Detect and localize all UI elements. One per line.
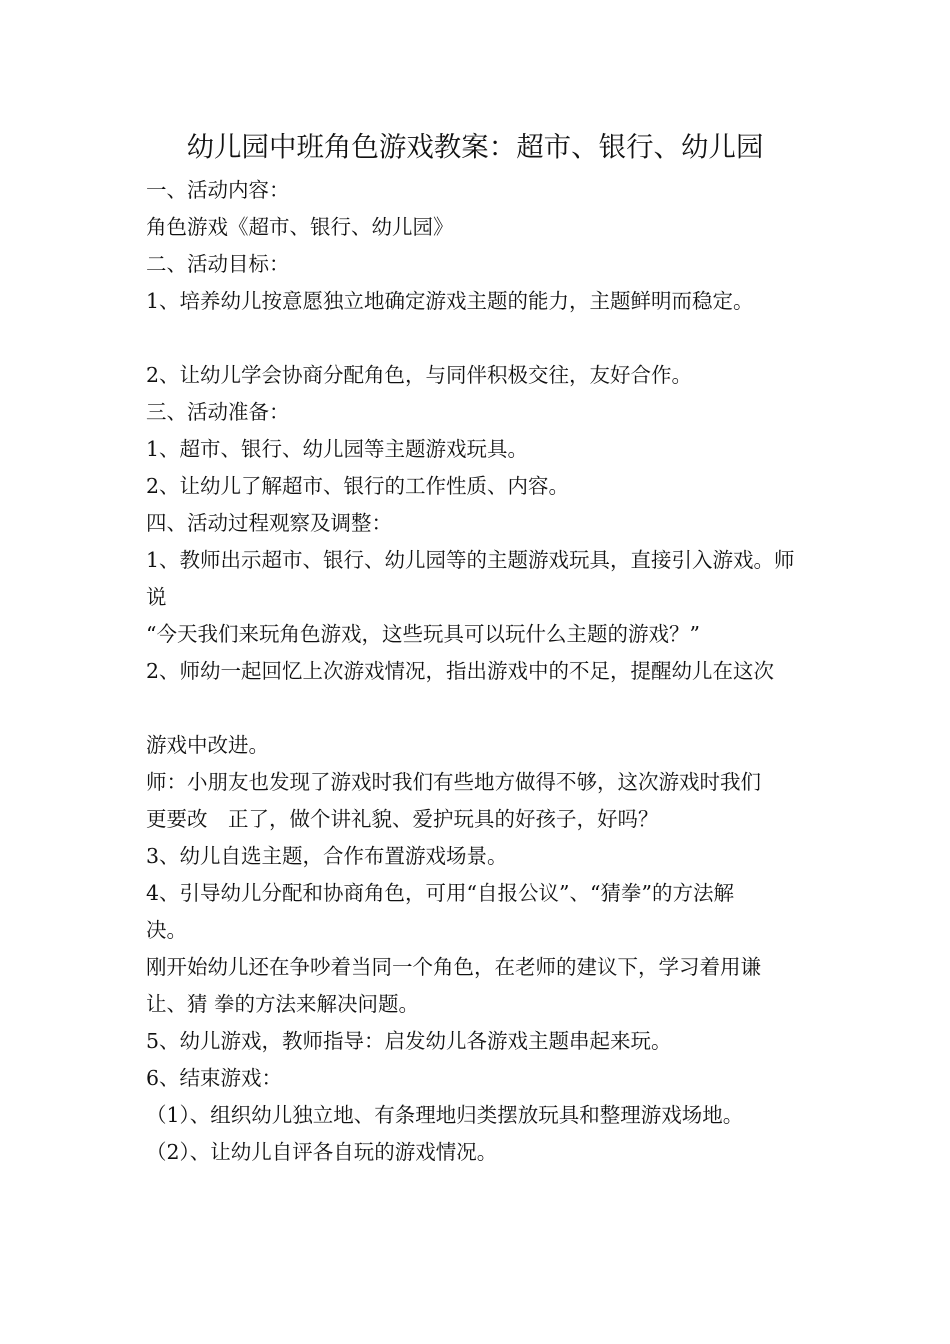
text-line: 师：小朋友也发现了游戏时我们有些地方做得不够，这次游戏时我们 xyxy=(146,770,761,794)
text-line: 一、活动内容： xyxy=(146,178,290,202)
document-title: 幼儿园中班角色游戏教案：超市、银行、幼儿园 xyxy=(186,132,764,163)
text-line: 4、引导幼儿分配和协商角色，可用“自报公议”、“猜拳”的方法解 xyxy=(146,881,734,905)
text-line: 2、让幼儿了解超市、银行的工作性质、内容。 xyxy=(146,474,570,498)
text-line: 决。 xyxy=(146,918,187,942)
text-line: 6、结束游戏： xyxy=(146,1066,283,1090)
text-line: 游戏中改进。 xyxy=(146,733,269,757)
text-line: 1、培养幼儿按意愿独立地确定游戏主题的能力，主题鲜明而稳定。 xyxy=(146,289,754,313)
text-line: 2、师幼一起回忆上次游戏情况，指出游戏中的不足，提醒幼儿在这次 xyxy=(146,659,775,683)
text-line: 四、活动过程观察及调整： xyxy=(146,511,392,535)
text-line: 让、猜 拳的方法来解决问题。 xyxy=(146,992,420,1016)
text-line: 更要改 正了，做个讲礼貌、爱护玩具的好孩子，好吗？ xyxy=(146,807,659,831)
text-line: 5、幼儿游戏，教师指导：启发幼儿各游戏主题串起来玩。 xyxy=(146,1029,672,1053)
text-line: （2）、让幼儿自评各自玩的游戏情况。 xyxy=(146,1140,498,1164)
text-line: 刚开始幼儿还在争吵着当同一个角色，在老师的建议下，学习着用谦 xyxy=(146,955,761,979)
text-line: 1、教师出示超市、银行、幼儿园等的主题游戏玩具，直接引入游戏。师 xyxy=(146,548,795,572)
blank-line xyxy=(146,320,814,357)
text-line: 二、活动目标： xyxy=(146,252,290,276)
text-line: （1）、组织幼儿独立地、有条理地归类摆放玩具和整理游戏场地。 xyxy=(146,1103,744,1127)
text-line: 3、幼儿自选主题，合作布置游戏场景。 xyxy=(146,844,508,868)
text-line: 说 xyxy=(146,585,167,609)
text-line: 2、让幼儿学会协商分配角色，与同伴积极交往，友好合作。 xyxy=(146,363,693,387)
blank-line xyxy=(146,690,814,727)
text-line: “今天我们来玩角色游戏，这些玩具可以玩什么主题的游戏？” xyxy=(146,622,700,646)
text-line: 1、超市、银行、幼儿园等主题游戏玩具。 xyxy=(146,437,529,461)
text-line: 角色游戏《超市、银行、幼儿园》 xyxy=(146,215,454,239)
document-body xyxy=(146,172,814,1171)
text-line: 三、活动准备： xyxy=(146,400,290,424)
